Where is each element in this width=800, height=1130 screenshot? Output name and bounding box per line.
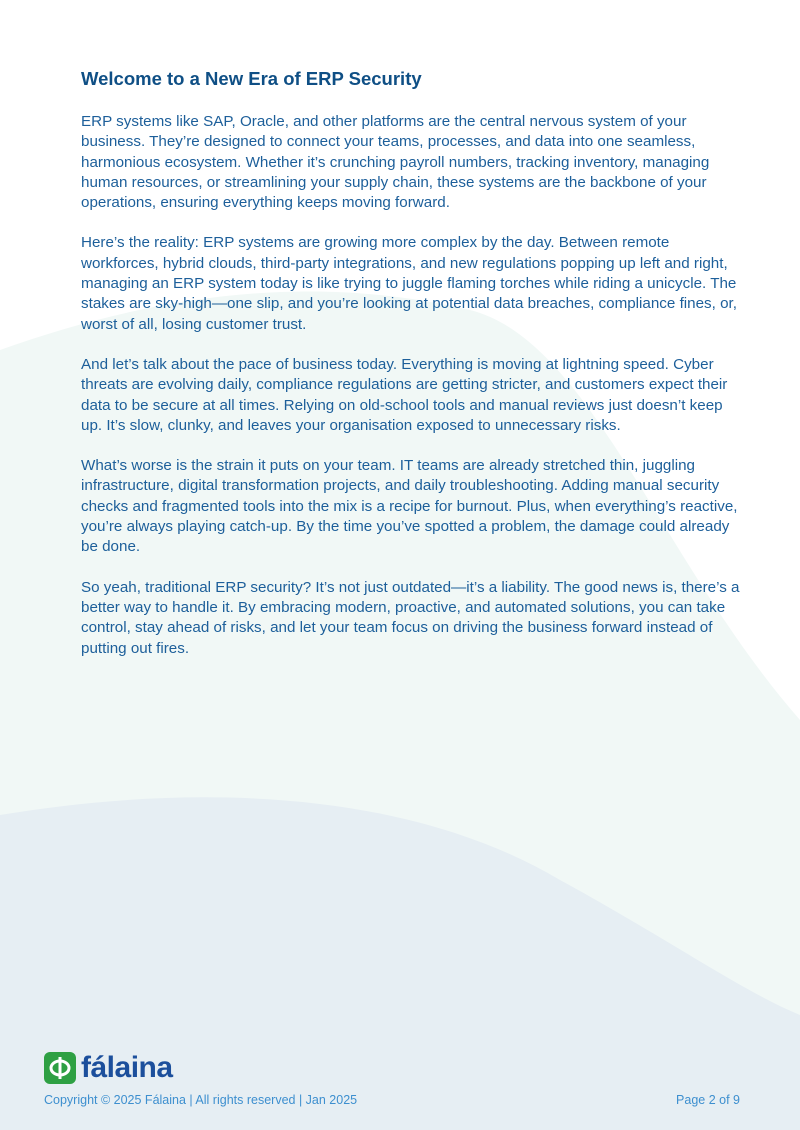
paragraph-conclusion: So yeah, traditional ERP security? It’s not just outdated—it’s a liability. The good news is, there’s a better way to handle it. By embracing modern, proactive, and automated solutions, you can take control, stay ahead of risks, and let your team focus on driving the business forward instead of putting out fires. [81,578,740,657]
brand-name: fálaina [81,1051,173,1084]
paragraph-strain: What’s worse is the strain it puts on your team. IT teams are already stretched thin, juggling infrastructure, digital transformation projects, and daily troubleshooting. Adding manual security checks and fragmented tools into the mix is a recipe for burnout. Plus, when everything’s reactive, you’re always playing catch-up. By the time you’ve spotted a problem, the damage could already be done. [81,457,738,556]
article [81,66,741,679]
phi-logo-icon [44,1052,76,1084]
paragraph-pace: And let’s talk about the pace of business today. Everything is moving at lightning speed. Cyber threats are evolving daily, compliance regulations are getting stricter, and customers expect their data to be secure at all times. Relying on old-school tools and manual reviews just doesn’t keep up. It’s slow, clunky, and leaves your organisation exposed to unnecessary risks. [81,355,728,434]
brand-logo [44,1051,173,1085]
paragraph-intro: ERP systems like SAP, Oracle, and other platforms are the central nervous system of your business. They’re designed to connect your teams, processes, and data into one seamless, harmonious ecosystem. Whether it’s crunching payroll numbers, tracking inventory, managing human resources, or streamlining your supply chain, these systems are the backbone of your operations, ensuring everything keeps moving forward. [81,113,710,212]
page-number: Page 2 of 9 [676,1093,740,1107]
page-title: Welcome to a New Era of ERP Security [81,68,422,89]
footer-copyright: Copyright © 2025 Fálaina | All rights reserved | Jan 2025 [44,1093,358,1107]
paragraph-reality: Here’s the reality: ERP systems are growing more complex by the day. Between remote workforces, hybrid clouds, third-party integrations, and new regulations popping up left and right, managing an ERP system today is like trying to juggle flaming torches while riding a unicycle. The stakes are sky-high—one slip, and you’re looking at potential data breaches, compliance fines, or, worst of all, losing customer trust. [81,234,737,333]
